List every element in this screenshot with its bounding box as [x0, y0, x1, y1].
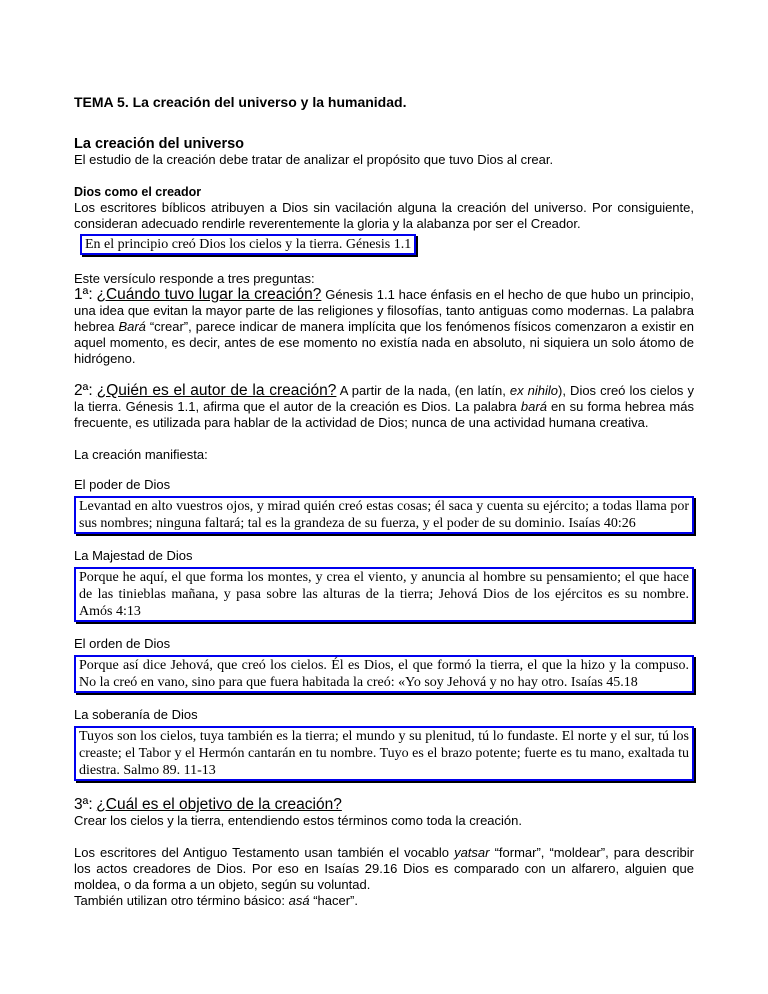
q2-number: 2ª: — [74, 382, 93, 399]
subheading-creator: Dios como el creador — [74, 185, 202, 199]
q2-text: A partir de la nada, (en latín, — [336, 383, 510, 398]
q3-text: Crear los cielos y la tierra, entendiendo estos términos como toda la creación. — [74, 813, 522, 828]
attribute-label: La Majestad de Dios — [74, 548, 193, 563]
document-title: TEMA 5. La creación del universo y la humanidad. — [74, 94, 407, 110]
q1-text-2: “crear”, parece indicar de manera implícita que los fenómenos físicos comenzaron a existir en aquel momento, es decir, antes de ese momento no existía nada en absoluto, ni siquiera un solo átomo de hidrógeno. — [74, 319, 695, 366]
closing-text-3: También utilizan otro término básico: — [74, 893, 289, 908]
manifests-label: La creación manifiesta: — [74, 447, 208, 462]
q1-number: 1ª: — [74, 286, 93, 303]
closing-text-2: “formar”, “moldear”, para describir los actos creadores de Dios. Por eso en Isaías 29.16 Dios es comparado con un alfarero, alguien que moldea, o da forma a un objeto, según su voluntad. — [74, 845, 695, 892]
q2-text-3: en su forma hebrea más frecuente, es utilizada para hablar de la actividad de Dios; nunca de una actividad humana creativa. — [74, 399, 694, 430]
verse-box: Levantad en alto vuestros ojos, y mirad quién creó estas cosas; él saca y cuenta su ejército; a todas llama por sus nombres; ninguna faltará; tal es la grandeza de su fuerza, y el poder de su dominio. Isaías 40:26 — [74, 496, 694, 534]
verse-box: Porque así dice Jehová, que creó los cielos. Él es Dios, el que formó la tierra, el que la hizo y la compuso. No la creó en vano, sino para que fuera habitada la creó: «Yo soy Jehová y no hay otro. Isaías 45.18 — [74, 655, 694, 693]
attribute-label: El orden de Dios — [74, 636, 171, 651]
question-2-paragraph — [74, 383, 694, 431]
closing-term-2: asá — [288, 893, 310, 908]
q1-question: ¿Cuándo tuvo lugar la creación? — [96, 286, 322, 303]
attribute-label: El poder de Dios — [74, 477, 171, 492]
closing-paragraph — [74, 845, 694, 893]
q1-term: Bará — [118, 319, 146, 334]
q2-term-2: bará — [520, 399, 547, 414]
document-page — [74, 94, 694, 909]
section-heading: La creación del universo — [74, 136, 245, 152]
closing-text: Los escritores del Antiguo Testamento usan también el vocablo — [74, 845, 455, 860]
verse-box-genesis: En el principio creó Dios los cielos y la tierra. Génesis 1.1 — [80, 234, 416, 255]
closing-term-1: yatsar — [454, 845, 490, 860]
verse-box: Porque he aquí, el que forma los montes, y crea el viento, y anuncia al hombre su pensamiento; el que hace de las tinieblas mañana, y pasa sobre las alturas de la tierra; Jehová Dios de los ejércitos es su nombre. Amós 4:13 — [74, 567, 694, 622]
closing-paragraph-2 — [74, 893, 694, 909]
creator-paragraph: Los escritores bíblicos atribuyen a Dios sin vacilación alguna la creación del universo. Por consiguiente, consideran adecuado rendirle reverentemente la gloria y la alabanza por ser el Creador. — [74, 200, 694, 231]
section-intro: El estudio de la creación debe tratar de analizar el propósito que tuvo Dios al crear. — [74, 152, 554, 167]
q3-question: ¿Cuál es el objetivo de la creación? — [96, 796, 342, 813]
verse-box: Tuyos son los cielos, tuya también es la tierra; el mundo y su plenitud, tú lo fundaste. El norte y el sur, tú los creaste; el Tabor y el Hermón cantarán en tu nombre. Tuyo es el brazo potente; fuerte es tu mano, exaltada tu diestra. Salmo 89. 11-13 — [74, 726, 694, 781]
q2-term-1: ex nihilo — [509, 383, 559, 398]
question-1-paragraph — [74, 287, 694, 367]
question-3-heading — [74, 797, 694, 813]
q2-question: ¿Quién es el autor de la creación? — [96, 382, 337, 399]
questions-intro: Este versículo responde a tres preguntas: — [74, 271, 315, 286]
q2-text-2: ), Dios creó los cielos y la tierra. Génesis 1.1, afirma que el autor de la creación es Dios. La palabra — [74, 383, 694, 414]
q3-number: 3ª: — [74, 796, 93, 813]
q1-text: Génesis 1.1 hace énfasis en el hecho de que hubo un principio, una idea que evitan la mayor parte de las religiones y filosofías, tanto antiguas como modernas. La palabra hebrea — [74, 287, 694, 334]
attribute-label: La soberanía de Dios — [74, 707, 198, 722]
closing-text-4: “hacer”. — [309, 893, 358, 908]
